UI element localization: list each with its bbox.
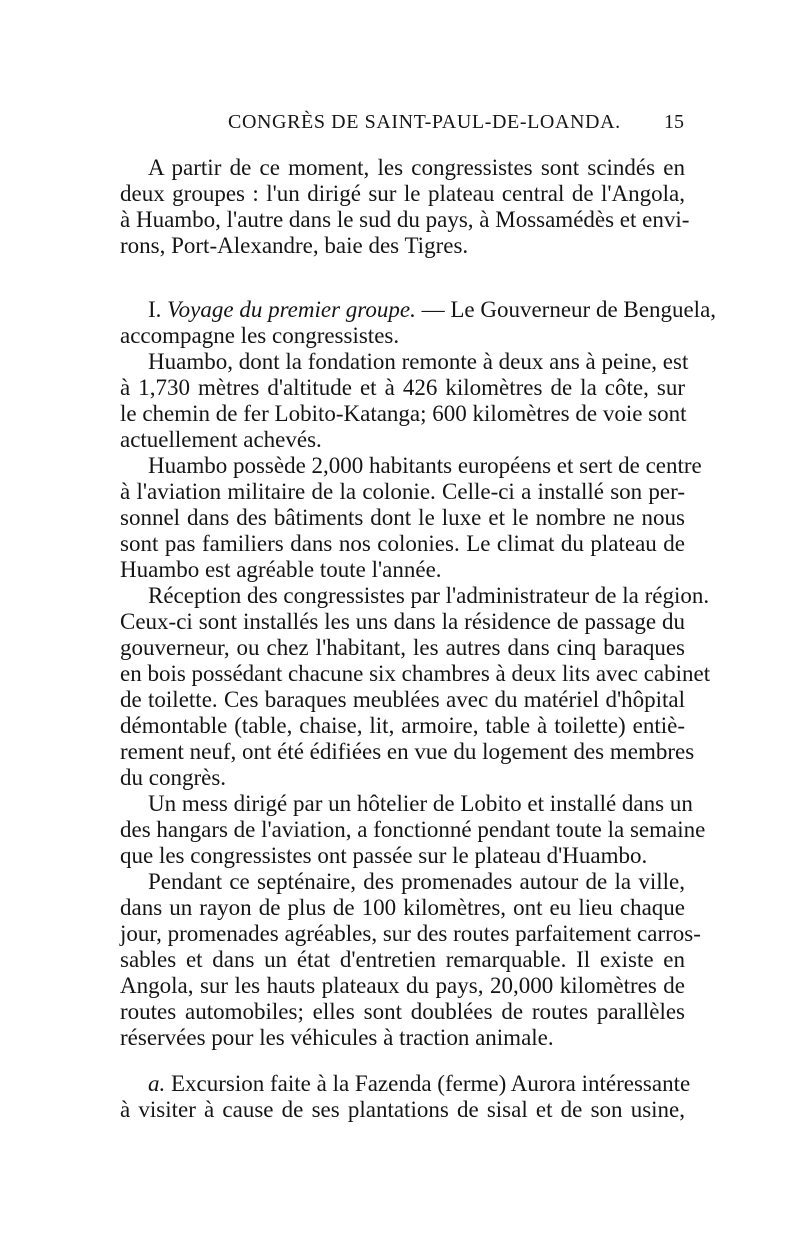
paragraph-line: à visiter à cause de ses plantations de sisal et de son usine, (120, 1097, 685, 1122)
paragraph-line: sonnel dans des bâtiments dont le luxe et le nombre ne nous (120, 505, 685, 530)
paragraph-line: routes automobiles; elles sont doublées de routes parallèles (120, 999, 685, 1024)
paragraph-line: en bois possédant chacune six chambres à deux lits avec cabinet (120, 661, 711, 686)
paragraph-line: Angola, sur les hauts plateaux du pays, 20,000 kilomètres de (120, 973, 685, 998)
paragraph-line: à Huambo, l'autre dans le sud du pays, à Mossamédès et envi- (120, 207, 690, 232)
section-first-group (120, 297, 717, 1051)
paragraph-line: le chemin de fer Lobito-Katanga; 600 kilomètres de voie sont (120, 401, 687, 426)
paragraph-line: des hangars de l'aviation, a fonctionné pendant toute la semaine (120, 817, 706, 842)
excursion-heading-text: Excursion faite à la Fazenda (ferme) Aurora intéressante (171, 1071, 691, 1096)
section-heading-text: — Le Gouverneur de Benguela, (421, 297, 717, 322)
paragraph-line: Un mess dirigé par un hôtelier de Lobito et installé dans un (148, 791, 693, 816)
section-heading-line (120, 297, 717, 323)
paragraph-line: Ceux-ci sont installés les uns dans la résidence de passage du (120, 609, 685, 634)
intro-paragraph (120, 155, 690, 259)
paragraph-line: de toilette. Ces baraques meublées avec du matériel d'hôpital (120, 687, 685, 712)
section-title: Voyage du premier groupe. (167, 297, 416, 322)
list-marker: a. (148, 1071, 166, 1096)
paragraph-line: dans un rayon de plus de 100 kilomètres, ont eu lieu chaque (120, 895, 685, 920)
paragraph-line: A partir de ce moment, les congressistes sont scindés en (148, 155, 685, 180)
paragraph-line: Huambo possède 2,000 habitants européens et sert de centre (148, 453, 702, 478)
paragraph-line: rons, Port-Alexandre, baie des Tigres. (120, 233, 469, 258)
paragraph-line: Huambo, dont la fondation remonte à deux ans à peine, est (148, 349, 689, 374)
paragraph-line: rement neuf, ont été édifiées en vue du logement des membres (120, 739, 695, 764)
paragraph-line: gouverneur, ou chez l'habitant, les autres dans cinq baraques (120, 635, 685, 660)
paragraph-line: réservées pour les véhicules à traction animale. (120, 1025, 554, 1050)
page-number: 15 (664, 111, 684, 133)
running-title: CONGRÈS DE SAINT-PAUL-DE-LOANDA. (228, 111, 621, 133)
paragraph-line: démontable (table, chaise, lit, armoire, table à toilette) entiè- (120, 713, 685, 738)
paragraph-line: sables et dans un état d'entretien remarquable. Il existe en (120, 947, 685, 972)
paragraph-line: deux groupes : l'un dirigé sur le plateau central de l'Angola, (120, 181, 685, 206)
paragraph-line: Réception des congressistes par l'administrateur de la région. (148, 583, 710, 608)
page-header (118, 111, 684, 141)
paragraph-line: à 1,730 mètres d'altitude et à 426 kilomètres de la côte, sur (120, 375, 685, 400)
paragraph-line: actuellement achevés. (120, 427, 322, 452)
paragraph-line: du congrès. (120, 765, 227, 790)
excursion-paragraph (120, 1071, 691, 1123)
paragraph-line: que les congressistes ont passée sur le plateau d'Huambo. (120, 843, 648, 868)
paragraph-line: sont pas familiers dans nos colonies. Le climat du plateau de (120, 531, 685, 556)
paragraph-line: Huambo est agréable toute l'année. (120, 557, 442, 582)
excursion-heading-line (120, 1071, 691, 1097)
paragraph-line: jour, promenades agréables, sur des routes parfaitement carros- (120, 921, 701, 946)
paragraph-line: Pendant ce septénaire, des promenades autour de la ville, (148, 869, 685, 894)
paragraph-line: accompagne les congressistes. (120, 323, 400, 348)
paragraph-line: à l'aviation militaire de la colonie. Celle-ci a installé son per- (120, 479, 685, 504)
section-number: I. (148, 297, 162, 322)
